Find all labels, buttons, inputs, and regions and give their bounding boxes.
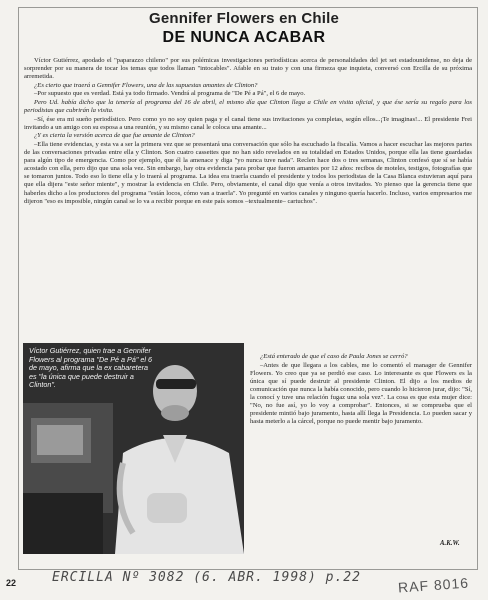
article-paragraph: Víctor Gutiérrez, apodado el "paparazzo chileno" por sus polémicas investigaciones periodísticas acerca de personalidades del jet set estadounidense, no deja de sorprender por su manera de tocar los temas que todos llaman "intocables". Afable en su trato y con una firmeza que inquieta, conversó con Ercilla de su próxima arremetida.	[24, 57, 472, 81]
article-body	[24, 57, 472, 206]
article-title: Gennifer Flowers en Chile	[148, 10, 340, 27]
article-paragraph: Pero Ud. había dicho que la tenería al programa del 16 de abril, el mismo día que Clinton llega a Chile en visita oficial, y que ése sería su regalo para los periodistas que cubrirán la visita.	[24, 98, 472, 115]
article-paragraph: ¿Está enterado de que el caso de Paula Jones se cerró?	[260, 353, 408, 360]
article-paragraph: –Ella tiene evidencias, y esta va a ser la primera vez que se presentará una conversación que sólo ha escuchado la fiscalía. Vamos a hacer escuchar las mejores partes de las conversaciones privadas entre ella y Clinton. Son cuatro cassettes que no han sido revelados en su totalidad en Estados Unidos, porque ella las tiene guardadas para algún tipo de emergencia. Como por ejemplo, que él la amenace y diga "yo nunca tuve nada". Reclen hace dos o tres semanas, Clinton confesó que sí se había acostado con ella, pero dijo que una sola vez. Sin embargo, hay otra evidencia para probar que fueron amantes por 12 años: recibos de moteles, testigos, fotografías que se tomaron juntos. Todo eso lo tiene ella y lo traerá al programa. La idea era traerla cuando el presidente y todos los periodistas de la Casa Blanca estuvieran aquí para que ella dijera "este señor miente", y mostrar la evidencia en Chile. Pero, obviamente, el canal dijo que venía a otros invitados. Yo pienso que la gerencia tiene que haberles dicho a los productores del programa "están locos, cómo van a traerla". Yo pregunté en varios canales y ninguno quería hacerlo. Incluso, varios empresarios me dijeron "eso es imposible, ningún canal se lo va a recibir porque en este país somos –textualmente– cartuchos".	[24, 140, 472, 205]
article-body-right-column	[250, 353, 472, 427]
handwritten-note: ERCILLA Nº 3082 (6. ABR. 1998) p.22	[52, 570, 361, 585]
article-subtitle: DE NUNCA ACABAR	[162, 29, 326, 46]
article-paragraph: –Sí, ése era mi sueño periodístico. Pero como yo no soy quien paga y el canal tiene sus invitaciones ya completas, según ellos...¡Te imaginas!... El presidente Frei invitando a un amigo con su esposa a una reunión, y su mismo canal le coloca una amante...	[24, 115, 472, 131]
photo-victor-gutierrez	[23, 343, 244, 554]
article-paragraph: –Por supuesto que es verdad. Está ya todo firmado. Vendrá al programa de "De Pé a Pá", el 6 de mayo.	[34, 90, 306, 98]
page-number: 22	[6, 578, 17, 588]
article-paragraph: –Antes de que llegara a los cables, me lo comentó el manager de Gennifer Flowers. Yo creo que ya se perdió ese caso. Lo interesante es que Flowers es la única que sí puede destruir al presidente Clinton. El dijo a los medios de comunicación que nunca la había conocido, pero cuando lo hicieron jurar, dijo: "Sí, la conocí y tuve una relación fugaz una sola vez". La cosa es que esta mujer dice: "No, no fue así, yo lo voy a comprobar". Entonces, si se comprueba que el presidente mintió bajo juramento, hasta allí llega la Presidencia. Lo pueden sacar y hasta meterlo a la cárcel, porque no puede mentir bajo juramento.	[250, 361, 472, 426]
photo-caption: Víctor Gutiérrez, quien trae a Gennifer Flowers al programa "De Pé a Pá" el 6 de mayo, afirma que la ex cabaretera es "la única que puede destruir a Clinton".	[29, 346, 152, 390]
archive-stamp: RAF 8016	[397, 574, 470, 596]
article-paragraph: ¿Y es cierta la versión acerca de que fue amante de Clinton?	[34, 132, 195, 140]
article-paragraph: ¿Es cierto que traerá a Gennifer Flowers, una de las supuestas amantes de Clinton?	[34, 81, 258, 89]
author-signature: A.K.W.	[440, 540, 460, 547]
